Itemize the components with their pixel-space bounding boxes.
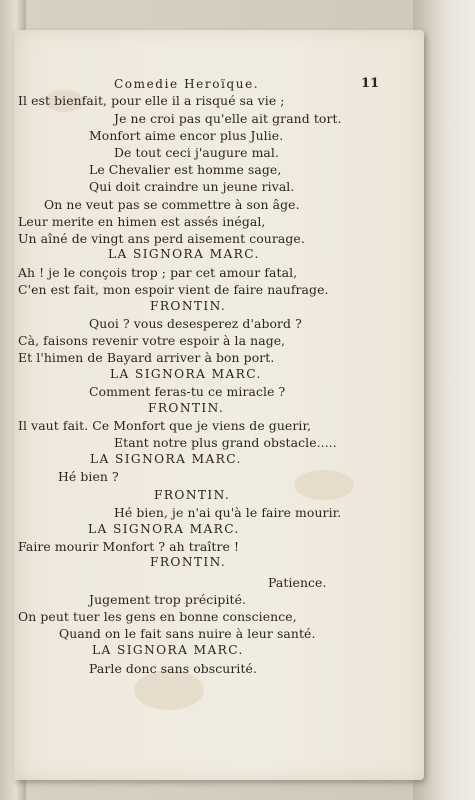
verse-line: On ne veut pas se commettre à son âge. <box>44 197 300 212</box>
verse-line: Un aîné de vingt ans perd aisement courage. <box>18 231 305 246</box>
verse-line: Leur merite en himen est assés inégal, <box>18 214 266 229</box>
speaker-name: FRONTIN. <box>148 401 225 415</box>
verse-line: On peut tuer les gens en bonne conscience, <box>18 609 297 624</box>
verse-line: Quoi ? vous desesperez d'abord ? <box>89 316 302 331</box>
speaker-name: LA SIGNORA MARC. <box>108 247 260 261</box>
verse-line: Faire mourir Monfort ? ah traître ! <box>18 539 240 554</box>
page-number: 11 <box>361 76 380 91</box>
verse-line: Ah ! je le conçois trop ; par cet amour fatal, <box>18 265 298 280</box>
verse-line: De tout ceci j'augure mal. <box>114 145 280 160</box>
verse-line: Hé bien, je n'ai qu'à le faire mourir. <box>114 505 342 520</box>
verse-line: Je ne croi pas qu'elle ait grand tort. <box>114 111 342 126</box>
speaker-name: LA SIGNORA MARC. <box>90 452 242 466</box>
verse-line: C'en est fait, mon espoir vient de faire naufrage. <box>18 282 329 297</box>
running-title: Comedie Heroïque. <box>114 77 260 91</box>
verse-line: Qui doit craindre un jeune rival. <box>89 179 295 194</box>
verse-line: Le Chevalier est homme sage, <box>89 162 282 177</box>
verse-line: Cà, faisons revenir votre espoir à la nage, <box>18 333 286 348</box>
verse-line: Parle donc sans obscurité. <box>89 661 258 676</box>
verse-line: Jugement trop précipité. <box>89 592 247 607</box>
verse-line: Il est bienfait, pour elle il a risqué sa vie ; <box>18 93 285 108</box>
book-page <box>14 30 424 780</box>
verse-line: Et l'himen de Bayard arriver à bon port. <box>18 350 275 365</box>
speaker-name: FRONTIN. <box>150 299 227 313</box>
speaker-name: FRONTIN. <box>154 488 231 502</box>
speaker-name: LA SIGNORA MARC. <box>88 522 240 536</box>
verse-line: Patience. <box>268 575 327 590</box>
speaker-name: LA SIGNORA MARC. <box>92 643 244 657</box>
verse-line: Comment feras-tu ce miracle ? <box>89 384 286 399</box>
verse-line: Quand on le fait sans nuire à leur santé. <box>59 626 316 641</box>
speaker-name: FRONTIN. <box>150 555 227 569</box>
verse-line: Il vaut fait. Ce Monfort que je viens de guerir, <box>18 418 312 433</box>
verse-line: Monfort aime encor plus Julie. <box>89 128 284 143</box>
verse-line: Etant notre plus grand obstacle..... <box>114 435 337 450</box>
speaker-name: LA SIGNORA MARC. <box>110 367 262 381</box>
page-text <box>14 30 424 780</box>
verse-line: Hé bien ? <box>58 469 119 484</box>
